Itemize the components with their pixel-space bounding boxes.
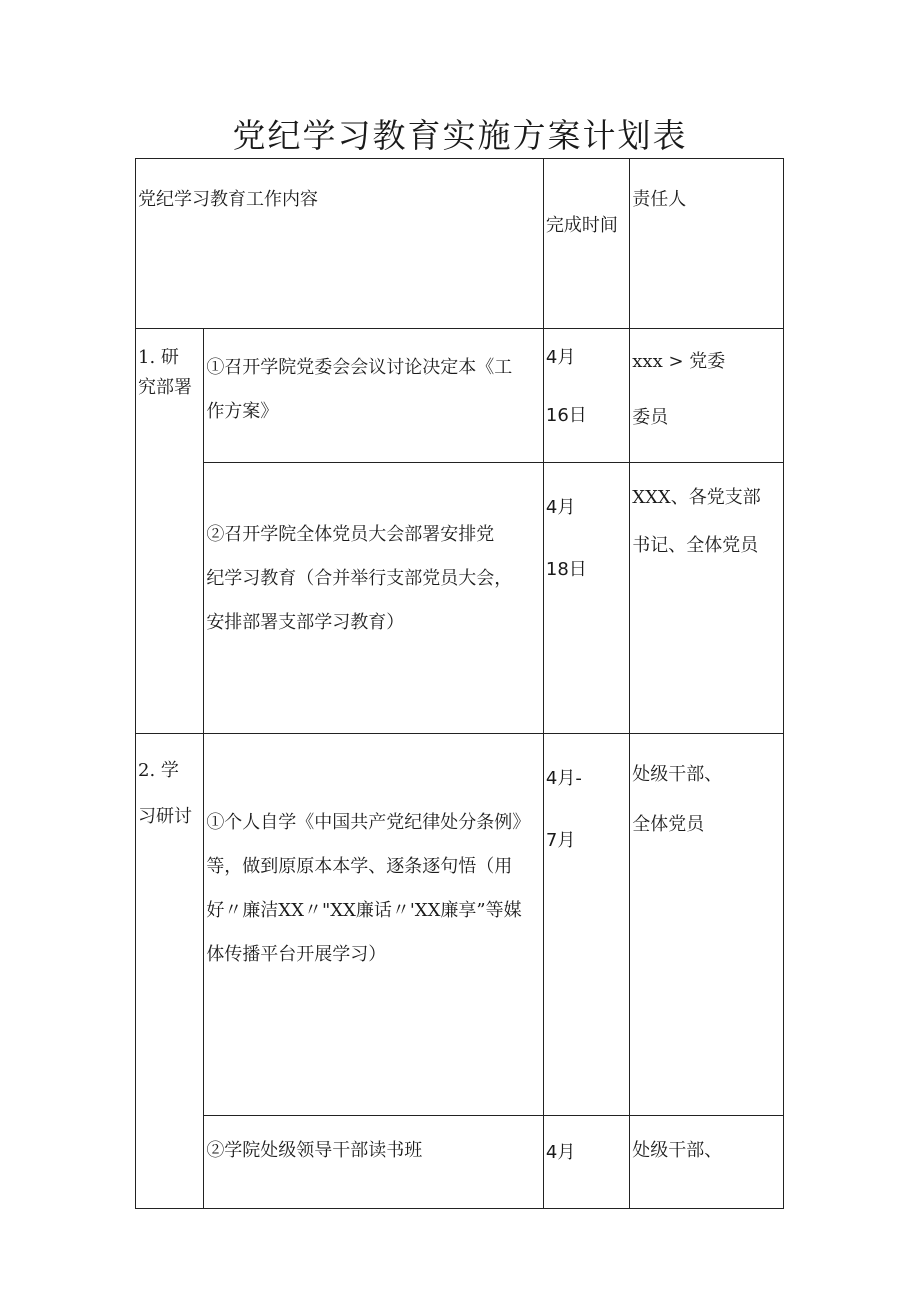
header-content: 党纪学习教育工作内容 xyxy=(136,159,544,329)
item-time xyxy=(543,329,629,463)
item-time xyxy=(543,734,629,1116)
table-row xyxy=(136,1116,784,1209)
item-owner xyxy=(630,1116,784,1209)
time-line: 4月- xyxy=(545,768,582,789)
time-line: 4月 xyxy=(545,497,576,518)
table-row xyxy=(136,329,784,463)
time-line: 4月 xyxy=(545,347,576,368)
content-line: 纪学习教育（合并举行支部党员大会， xyxy=(206,568,513,589)
item-content xyxy=(204,463,544,734)
content-line: 作方案》 xyxy=(206,401,279,422)
header-owner: 责任人 xyxy=(630,159,784,329)
content-line: ②学院处级领导干部读书班 xyxy=(206,1140,423,1161)
time-line: 18日 xyxy=(545,559,587,580)
content-line: ②召开学院全体党员大会部署安排党 xyxy=(206,524,495,545)
item-content xyxy=(204,1116,544,1209)
content-line: ①个人自学《中国共产党纪律处分条例》 xyxy=(206,812,531,833)
owner-line: 全体党员 xyxy=(632,814,705,835)
owner-line: 处级干部、 xyxy=(632,764,723,785)
time-line: 4月 xyxy=(545,1142,576,1163)
content-line: 等，做到原原本本学、逐条逐句悟（用 xyxy=(206,856,513,877)
item-time xyxy=(543,463,629,734)
item-owner xyxy=(630,734,784,1116)
section-label-line: 2. 学 xyxy=(138,760,179,781)
content-line: 安排部署支部学习教育） xyxy=(206,612,405,633)
time-line: 16日 xyxy=(545,405,587,426)
section-label xyxy=(136,734,204,1209)
item-owner xyxy=(630,329,784,463)
section-label xyxy=(136,329,204,734)
owner-line: 委员 xyxy=(632,407,669,428)
item-owner xyxy=(630,463,784,734)
owner-line: 处级干部、 xyxy=(632,1140,723,1161)
table-header-row xyxy=(136,159,784,329)
section-label-line: 习研讨 xyxy=(138,806,192,827)
owner-line: XXX、各党支部 xyxy=(632,487,761,508)
content-line: 好〃廉洁XX〃"XX廉话〃'XX廉享”等媒 xyxy=(206,900,522,921)
time-line: 7月 xyxy=(545,830,576,851)
item-time xyxy=(543,1116,629,1209)
owner-line: 书记、全体党员 xyxy=(632,535,759,556)
table-row xyxy=(136,734,784,1116)
header-time: 完成时间 xyxy=(543,159,629,329)
item-content xyxy=(204,329,544,463)
plan-table xyxy=(135,158,784,1209)
page-title: 党纪学习教育实施方案计划表 xyxy=(232,116,688,155)
section-label-line: 1. 研 xyxy=(138,347,179,368)
table-row xyxy=(136,463,784,734)
section-label-line: 究部署 xyxy=(138,377,192,398)
item-content xyxy=(204,734,544,1116)
owner-line: xxx > 党委 xyxy=(632,351,726,372)
content-line: 体传播平台开展学习） xyxy=(206,944,387,965)
content-line: ①召开学院党委会会议讨论决定本《工 xyxy=(206,357,513,378)
